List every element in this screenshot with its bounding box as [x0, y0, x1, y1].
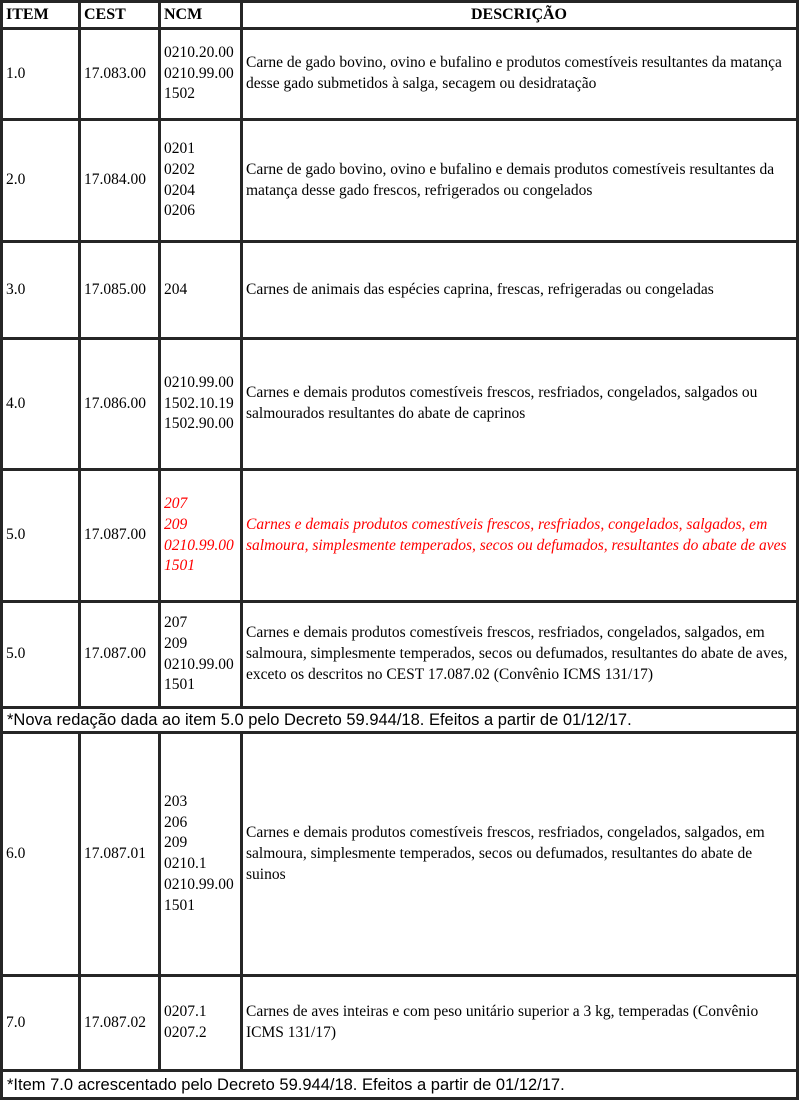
cell-cest: 17.087.00 [80, 470, 160, 602]
ncm-code: 203 [164, 792, 188, 810]
ncm-code: 0202 [164, 160, 195, 178]
ncm-code: 1502.90.00 [164, 415, 234, 433]
column-header-cest: CEST [80, 2, 160, 29]
table-row [2, 976, 798, 1071]
cell-descricao: Carne de gado bovino, ovino e bufalino e demais produtos comestíveis resultantes da matança desse gado frescos, refrigerados ou congelados [242, 120, 798, 242]
ncm-code: 0210.99.00 [164, 536, 234, 554]
cell-ncm [160, 976, 242, 1071]
column-header-descricao: DESCRIÇÃO [242, 2, 798, 29]
column-header-ncm: NCM [160, 2, 242, 29]
ncm-code: 0207.1 [164, 1003, 207, 1021]
ncm-code: 209 [164, 634, 188, 652]
footnote-row [2, 1071, 798, 1099]
cell-item: 5.0 [2, 602, 80, 708]
ncm-code: 0210.99.00 [164, 875, 234, 893]
table-row [2, 733, 798, 976]
cell-ncm [160, 242, 242, 339]
footnote-row [2, 708, 798, 733]
ncm-code: 0207.2 [164, 1024, 207, 1042]
cell-item: 2.0 [2, 120, 80, 242]
table-row [2, 120, 798, 242]
cell-cest: 17.083.00 [80, 29, 160, 120]
ncm-code: 1501 [164, 676, 195, 694]
ncm-code: 207 [164, 494, 188, 512]
cell-cest: 17.087.01 [80, 733, 160, 976]
ncm-code: 209 [164, 834, 188, 852]
footnote-text: *Nova redação dada ao item 5.0 pelo Decreto 59.944/18. Efeitos a partir de 01/12/17. [2, 708, 798, 733]
cell-ncm [160, 339, 242, 470]
cell-descricao: Carnes e demais produtos comestíveis frescos, resfriados, congelados, salgados, em salmoura, simplesmente temperados, secos ou defumados, resultantes do abate de suinos [242, 733, 798, 976]
cell-cest: 17.084.00 [80, 120, 160, 242]
ncm-code: 1502.10.19 [164, 394, 234, 412]
ncm-code: 0210.99.00 [164, 373, 234, 391]
ncm-code: 0210.99.00 [164, 655, 234, 673]
cell-ncm [160, 29, 242, 120]
ncm-code: 1502 [164, 85, 195, 103]
cell-cest: 17.087.00 [80, 602, 160, 708]
table-row [2, 339, 798, 470]
ncm-code: 207 [164, 613, 188, 631]
ncm-code: 209 [164, 515, 188, 533]
cell-item: 3.0 [2, 242, 80, 339]
cell-descricao: Carnes e demais produtos comestíveis frescos, resfriados, congelados, salgados ou salmourados resultantes do abate de caprinos [242, 339, 798, 470]
cell-ncm [160, 120, 242, 242]
cell-cest: 17.086.00 [80, 339, 160, 470]
cell-item: 4.0 [2, 339, 80, 470]
table-body [2, 29, 798, 1099]
table-row [2, 470, 798, 602]
cell-item: 7.0 [2, 976, 80, 1071]
cell-ncm [160, 602, 242, 708]
ncm-code: 0210.20.00 [164, 43, 234, 61]
cell-descricao: Carnes de animais das espécies caprina, frescas, refrigeradas ou congeladas [242, 242, 798, 339]
ncm-code: 0210.99.00 [164, 64, 234, 82]
cell-cest: 17.087.02 [80, 976, 160, 1071]
ncm-code: 204 [164, 280, 188, 298]
cell-item: 6.0 [2, 733, 80, 976]
ncm-code: 0206 [164, 202, 195, 220]
ncm-code: 0204 [164, 181, 195, 199]
column-header-item: ITEM [2, 2, 80, 29]
cell-descricao: Carnes e demais produtos comestíveis frescos, resfriados, congelados, salgados, em salmoura, simplesmente temperados, secos ou defumados, resultantes do abate de aves [242, 470, 798, 602]
cell-cest: 17.085.00 [80, 242, 160, 339]
table-header-row [2, 2, 798, 29]
cell-descricao: Carnes de aves inteiras e com peso unitário superior a 3 kg, temperadas (Convênio ICMS 131/17) [242, 976, 798, 1071]
cell-item: 5.0 [2, 470, 80, 602]
footnote-text: *Item 7.0 acrescentado pelo Decreto 59.944/18. Efeitos a partir de 01/12/17. [2, 1071, 798, 1099]
cell-ncm [160, 733, 242, 976]
ncm-code: 206 [164, 813, 188, 831]
table-row [2, 602, 798, 708]
ncm-code: 1501 [164, 896, 195, 914]
table-row [2, 242, 798, 339]
cell-item: 1.0 [2, 29, 80, 120]
cell-descricao: Carne de gado bovino, ovino e bufalino e produtos comestíveis resultantes da matança desse gado submetidos à salga, secagem ou desidratação [242, 29, 798, 120]
cell-descricao: Carnes e demais produtos comestíveis frescos, resfriados, congelados, salgados, em salmoura, simplesmente temperados, secos ou defumados, resultantes do abate de aves, exceto os descritos no CEST 17.087.02 (Convênio ICMS 131/17) [242, 602, 798, 708]
ncm-code: 1501 [164, 557, 195, 575]
cell-ncm [160, 470, 242, 602]
table-row [2, 29, 798, 120]
ncm-code: 0210.1 [164, 855, 207, 873]
ncm-code: 0201 [164, 139, 195, 157]
